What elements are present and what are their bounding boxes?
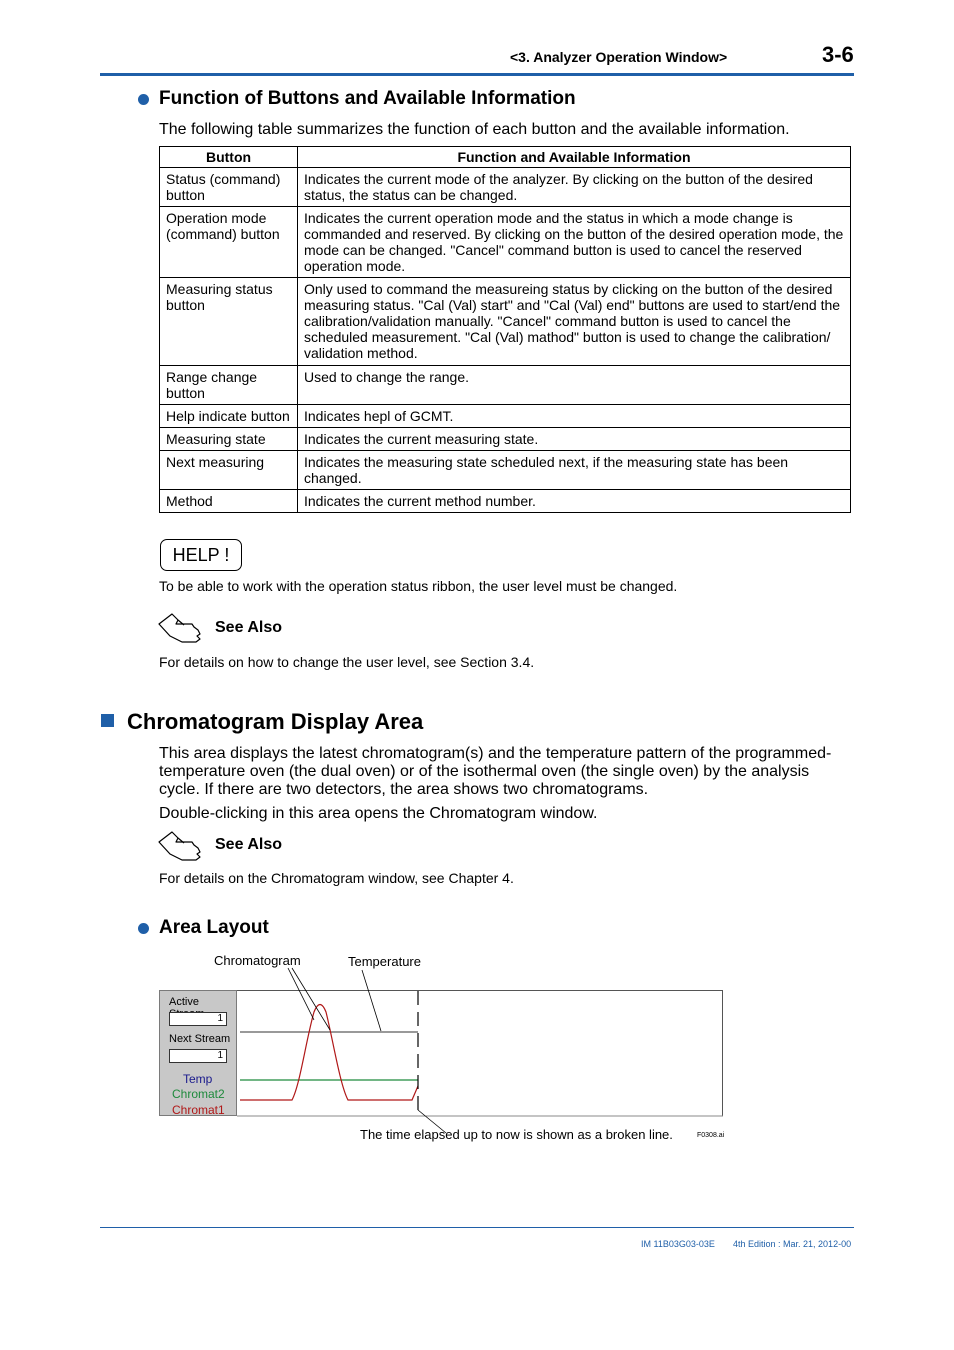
section-intro: The following table summarizes the function of each button and the available information. bbox=[159, 121, 790, 138]
table-cell-button: Next measuring bbox=[160, 451, 298, 490]
table-header-cell: Button bbox=[160, 147, 298, 168]
table-cell-button: Status (command) button bbox=[160, 168, 298, 207]
callout-leader-chromatogram-2 bbox=[292, 968, 330, 1030]
section-heading-area-layout: Area Layout bbox=[159, 917, 269, 938]
next-stream-value: 1 bbox=[169, 1049, 227, 1063]
active-stream-value: 1 bbox=[169, 1012, 227, 1026]
table-cell-info: Indicates the current method number. bbox=[298, 490, 851, 513]
chromat1-trace bbox=[240, 1005, 418, 1101]
footer-rule bbox=[100, 1227, 854, 1228]
table-cell-button: Range change button bbox=[160, 366, 298, 405]
table-cell-info: Indicates hepl of GCMT. bbox=[298, 405, 851, 428]
table-cell-info: Used to change the range. bbox=[298, 366, 851, 405]
see-also-label: See Also bbox=[215, 836, 282, 853]
table-cell-info: Indicates the current measuring state. bbox=[298, 428, 851, 451]
see-also-label: See Also bbox=[215, 619, 282, 636]
table-cell-button: Method bbox=[160, 490, 298, 513]
table-cell-info: Indicates the current mode of the analyzer. By clicking on the button of the desired status, the status can be changed. bbox=[298, 168, 851, 207]
section-paragraph: Double-clicking in this area opens the Chromatogram window. bbox=[159, 805, 598, 822]
section-heading-buttons: Function of Buttons and Available Information bbox=[159, 88, 576, 109]
legend-temp: Temp bbox=[183, 1072, 213, 1086]
help-badge: HELP ! bbox=[160, 539, 242, 571]
see-also-text: For details on how to change the user level, see Section 3.4. bbox=[159, 654, 535, 670]
table-cell-button: Measuring state bbox=[160, 428, 298, 451]
callout-temperature: Temperature bbox=[348, 954, 421, 969]
section-paragraph: This area displays the latest chromatogram(s) and the temperature pattern of the programmed-temperature oven (the dual oven) or of the isothermal oven (the single oven) by the analysis cycle. If there are two detectors, the area shows two chromatograms. bbox=[159, 745, 832, 798]
footer-doc-id: IM 11B03G03-03E bbox=[641, 1239, 715, 1249]
legend-chromat2: Chromat2 bbox=[172, 1087, 225, 1101]
figure-id: F0308.ai bbox=[697, 1132, 725, 1139]
table-cell-button: Measuring status button bbox=[160, 278, 298, 366]
help-note: To be able to work with the operation status ribbon, the user level must be changed. bbox=[159, 578, 678, 594]
active-stream-label: Active bbox=[169, 996, 199, 1008]
table-cell-info: Indicates the current operation mode and the status in which a mode change is commanded and reserved. By clicking on the button of the desired operation mode, the mode can be changed. "Cancel" command button is used to cancel the reserved operation mode. bbox=[298, 207, 851, 278]
table-header-cell: Function and Available Information bbox=[298, 147, 851, 168]
callout-leader-temperature bbox=[362, 970, 381, 1031]
callout-chromatogram: Chromatogram bbox=[214, 953, 301, 968]
footer-edition: 4th Edition : Mar. 21, 2012-00 bbox=[733, 1239, 852, 1249]
page-number: 3-6 bbox=[822, 42, 854, 67]
table-cell-info: Indicates the measuring state scheduled next, if the measuring state has been changed. bbox=[298, 451, 851, 490]
callout-leader-chromatogram bbox=[288, 968, 314, 1020]
figure-caption: The time elapsed up to now is shown as a broken line. bbox=[360, 1127, 673, 1142]
table-cell-button: Help indicate button bbox=[160, 405, 298, 428]
table-cell-button: Operation mode (command) button bbox=[160, 207, 298, 278]
legend-chromat1: Chromat1 bbox=[172, 1103, 225, 1117]
next-stream-label: Next Stream bbox=[169, 1033, 231, 1045]
table-cell-info: Only used to command the measureing status by clicking on the button of the desired measuring status. "Cal (Val) start" and "Cal (Val) end" buttons are used to start/end the calibration/validation manually. "Cancel" command button is used to cancel the scheduled measurement. "Cal (Val) mathod" button is used to change the calibration/ validation method. bbox=[298, 278, 851, 366]
section-heading-chromatogram: Chromatogram Display Area bbox=[127, 709, 424, 734]
see-also-text: For details on the Chromatogram window, see Chapter 4. bbox=[159, 870, 514, 886]
running-header: <3. Analyzer Operation Window> bbox=[510, 49, 728, 65]
